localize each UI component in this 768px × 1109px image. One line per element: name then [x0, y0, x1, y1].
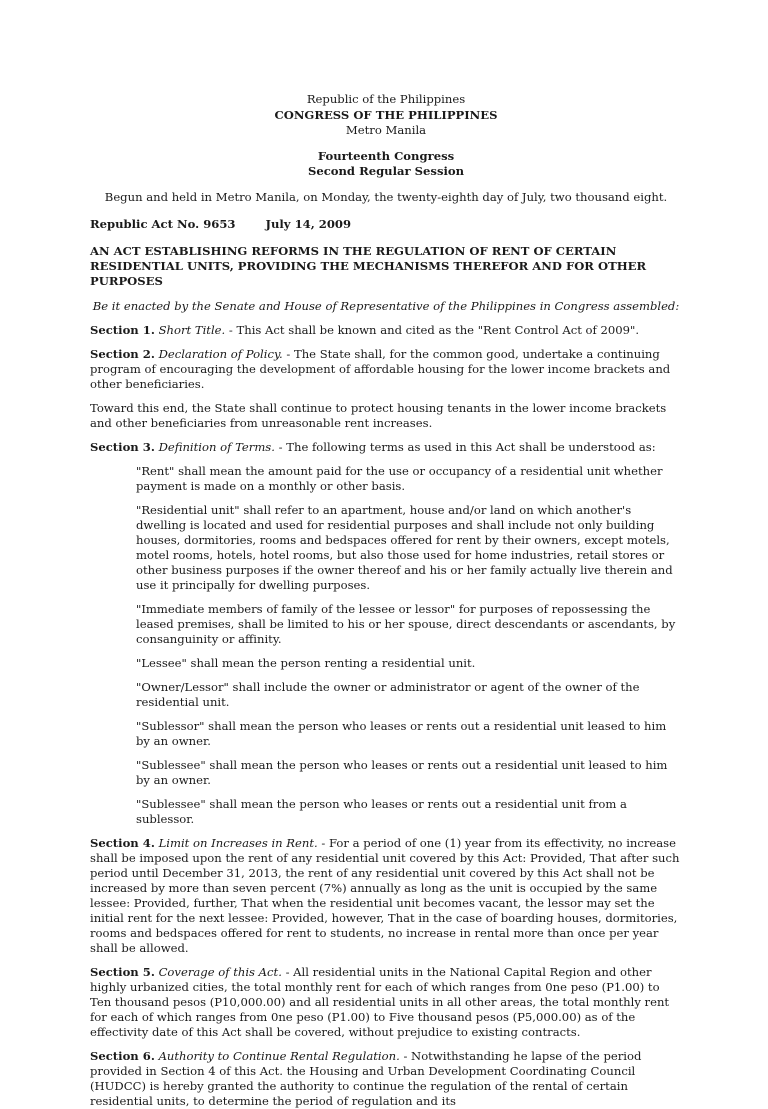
section-2 [90, 347, 682, 392]
section-title: Short Title. [158, 322, 226, 337]
act-date: July 14, 2009 [265, 216, 352, 231]
section-number: Section 6. [90, 1048, 155, 1063]
section-number: Section 4. [90, 835, 155, 850]
header-congress-number: Fourteenth Congress [317, 148, 455, 163]
section-5 [90, 965, 682, 1040]
section-number: Section 5. [90, 964, 155, 979]
section-title: Coverage of this Act. [158, 964, 282, 979]
act-number: Republic Act No. 9653 [90, 216, 236, 231]
section-1 [90, 323, 682, 338]
definition-item: "Sublessee" shall mean the person who leases or rents out a residential unit from a sublessor. [136, 796, 627, 826]
section-title: Definition of Terms. [158, 439, 275, 454]
enacting-clause: Be it enacted by the Senate and House of Representative of the Philippines in Congress assembled: [92, 298, 680, 313]
section-2-paragraph-2: Toward this end, the State shall continue to protect housing tenants in the lower income brackets and other beneficiaries from unreasonable rent increases. [90, 400, 667, 430]
header-republic: Republic of the Philippines [306, 92, 466, 106]
definition-item: "Owner/Lessor" shall include the owner or administrator or agent of the owner of the residential unit. [136, 679, 640, 709]
section-text: - The State shall, for the common good, undertake a continuing program of encouraging the development of affordable housing for the lower income brackets and other beneficiaries. [90, 346, 671, 391]
header-session: Second Regular Session [307, 164, 465, 178]
header-congress: CONGRESS OF THE PHILIPPINES [274, 107, 498, 122]
section-text: - This Act shall be known and cited as the "Rent Control Act of 2009". [225, 322, 640, 337]
definition-item: "Sublessor" shall mean the person who leases or rents out a residential unit leased to him by an owner. [136, 718, 667, 748]
section-text: - Notwithstanding he lapse of the period provided in Section 4 of this Act. the Housing and Urban Development Coordinating Council (HUDCC) is hereby granted the authority to continue the regulation of the rental of certain residential units, to determine the period of regulation and its [90, 1048, 642, 1108]
section-title: Authority to Continue Rental Regulation. [158, 1048, 400, 1063]
section-text: - The following terms as used in this Act shall be understood as: [274, 439, 656, 454]
definitions-list [136, 464, 682, 827]
section-3 [90, 440, 682, 455]
definition-item: "Residential unit" shall refer to an apartment, house and/or land on which another's dwelling is located and used for residential purposes and shall include not only building houses, dormitories, rooms and bedspaces offered for rent by their owners, except motels, motel rooms, hotels, hotel rooms, but also those used for home industries, retail stores or other business purposes if the owner thereof and his or her family actually live therein and use it principally for dwelling purposes. [136, 502, 673, 592]
section-number: Section 2. [90, 346, 155, 361]
definition-item: "Immediate members of family of the lessee or lessor" for purposes of repossessing the leased premises, shall be limited to his or her spouse, direct descendants or ascendants, by consanguinity or affinity. [136, 601, 676, 646]
section-6 [90, 1049, 682, 1109]
document-header [90, 92, 682, 180]
header-location: Metro Manila [345, 123, 427, 137]
section-number: Section 1. [90, 322, 155, 337]
section-number: Section 3. [90, 439, 155, 454]
definition-item: "Rent" shall mean the amount paid for the use or occupancy of a residential unit whether payment is made on a monthly or other basis. [136, 463, 663, 493]
section-4 [90, 836, 682, 956]
document-body [90, 92, 682, 1109]
definition-item: "Lessee" shall mean the person renting a residential unit. [136, 655, 476, 670]
act-line [90, 217, 682, 232]
act-title: AN ACT ESTABLISHING REFORMS IN THE REGULATION OF RENT OF CERTAIN RESIDENTIAL UNITS, PROVIDING THE MECHANISMS THEREFOR AND FOR OTHER PURPOSES [90, 243, 647, 288]
begun-statement: Begun and held in Metro Manila, on Monday, the twenty-eighth day of July, two thousand eight. [104, 189, 668, 204]
section-text: - All residential units in the National Capital Region and other highly urbanized cities, the total monthly rent for each of which ranges from 0ne peso (P1.00) to Ten thousand pesos (P10,000.00) and all residential units in all other areas, the total monthly rent for each of which ranges from 0ne peso (P1.00) to Five thousand pesos (P5,000.00) as of the effectivity date of this Act shall be covered, without prejudice to existing contracts. [90, 964, 670, 1039]
section-title: Limit on Increases in Rent. [158, 835, 318, 850]
section-text: - For a period of one (1) year from its effectivity, no increase shall be imposed upon the rent of any residential unit covered by this Act: Provided, That after such period until December 31, 2013, the rent of any residential unit covered by this Act shall not be increased by more than seven percent (7%) annually as long as the unit is occupied by the same lessee: Provided, further, That when the residential unit becomes vacant, the lessor may set the initial rent for the next lessee: Provided, however, That in the case of boarding houses, dormitories, rooms and bedspaces offered for rent to students, no increase in rental more than once per year shall be allowed. [90, 835, 680, 955]
definition-item: "Sublessee" shall mean the person who leases or rents out a residential unit leased to him by an owner. [136, 757, 668, 787]
section-title: Declaration of Policy. [158, 346, 283, 361]
